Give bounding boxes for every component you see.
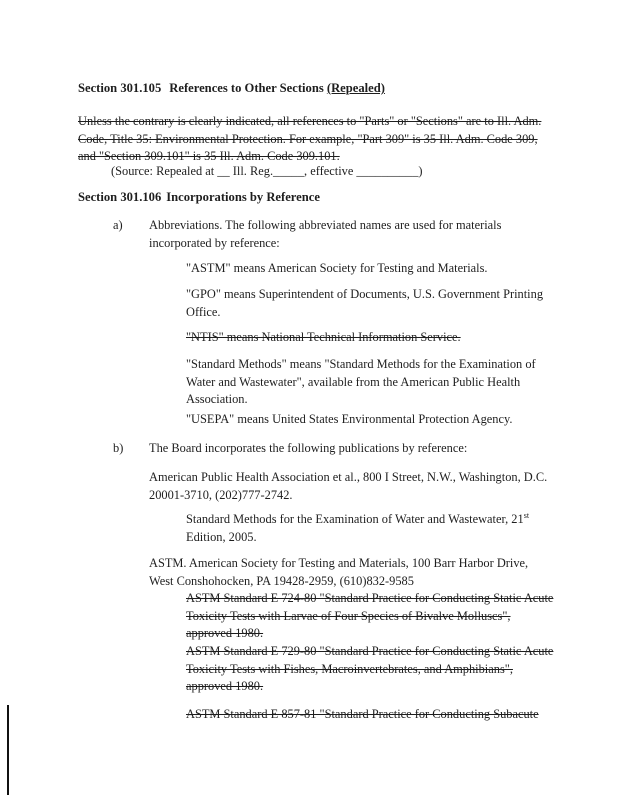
abbr-astm: "ASTM" means American Society for Testing and Materials. — [186, 261, 488, 275]
abbr-usepa: "USEPA" means United States Environmental Protection Agency. — [186, 412, 513, 426]
abbr-ntis: "NTIS" means National Technical Information Service. — [186, 330, 461, 344]
incorporation-intro: The Board incorporates the following publications by reference: — [149, 441, 468, 455]
e724-line: ASTM Standard E 724-80 "Standard Practice for Conducting Static Acute — [186, 591, 554, 605]
sm-pub-line: Standard Methods for the Examination of Water and Wastewater, 21 — [186, 512, 524, 526]
source-note: (Source: Repealed at __ Ill. Reg._____, effective __________) — [111, 164, 423, 178]
subsection-b-marker: b) — [113, 441, 124, 455]
section-title: References to Other Sections — [169, 81, 324, 95]
intro-line: incorporated by reference: — [149, 235, 280, 250]
margin-change-bar — [7, 705, 9, 795]
abbr-gpo — [186, 286, 543, 321]
body-line: Unless the contrary is clearly indicated, all references to "Parts" or "Sections" are to Ill. Adm. — [78, 114, 542, 128]
apha-address — [149, 469, 547, 504]
e724-line: Toxicity Tests with Larvae of Four Species of Bivalve Molluscs", — [186, 608, 511, 623]
abbreviations-intro — [149, 217, 501, 252]
subsection-a-marker: a) — [113, 218, 123, 232]
e729-line: approved 1980. — [186, 679, 264, 693]
astm-line: ASTM. American Society for Testing and Materials, 100 Barr Harbor Drive, — [149, 556, 529, 570]
body-line: and "Section 309.101" is 35 Ill. Adm. Code 309.101. — [78, 149, 340, 163]
section-number: Section 301.105 — [78, 81, 162, 95]
intro-line: Abbreviations. The following abbreviated names are used for materials — [149, 218, 502, 232]
apha-line: American Public Health Association et al., 800 I Street, N.W., Washington, D.C. — [149, 470, 548, 484]
astm-e729-entry — [186, 643, 553, 696]
abbr-standard-methods — [186, 356, 536, 409]
e729-line: Toxicity Tests with Fishes, Macroinvertebrates, and Amphibians", — [186, 661, 513, 676]
section-title: Incorporations by Reference — [166, 190, 320, 204]
section-number: Section 301.106 — [78, 190, 162, 204]
ordinal-suffix: st — [523, 510, 530, 520]
body-line: Code, Title 35: Environmental Protection. For example, "Part 309" is 35 Ill. Adm. Code 309, — [78, 131, 538, 146]
sm-pub-line: Edition, 2005. — [186, 529, 257, 544]
e729-line: ASTM Standard E 729-80 "Standard Practice for Conducting Static Acute — [186, 644, 554, 658]
e724-line: approved 1980. — [186, 626, 264, 640]
section-301-106-heading — [78, 189, 320, 207]
section-301-105-heading — [78, 80, 385, 98]
astm-e857-entry: ASTM Standard E 857-81 "Standard Practice for Conducting Subacute — [186, 707, 539, 721]
astm-address — [149, 555, 528, 590]
gpo-line: "GPO" means Superintendent of Documents, U.S. Government Printing — [186, 287, 544, 301]
astm-e724-entry — [186, 590, 553, 643]
sm-line: Water and Wastewater", available from the American Public Health — [186, 374, 521, 389]
gpo-line: Office. — [186, 304, 221, 319]
sm-line: "Standard Methods" means "Standard Methods for the Examination of — [186, 357, 536, 371]
standard-methods-publication — [186, 511, 529, 546]
section-301-105-body — [78, 113, 541, 166]
apha-line: 20001-3710, (202)777-2742. — [149, 487, 293, 502]
repealed-label: (Repealed) — [326, 81, 385, 95]
sm-line: Association. — [186, 392, 248, 406]
astm-line: West Conshohocken, PA 19428-2959, (610)832-9585 — [149, 573, 414, 588]
